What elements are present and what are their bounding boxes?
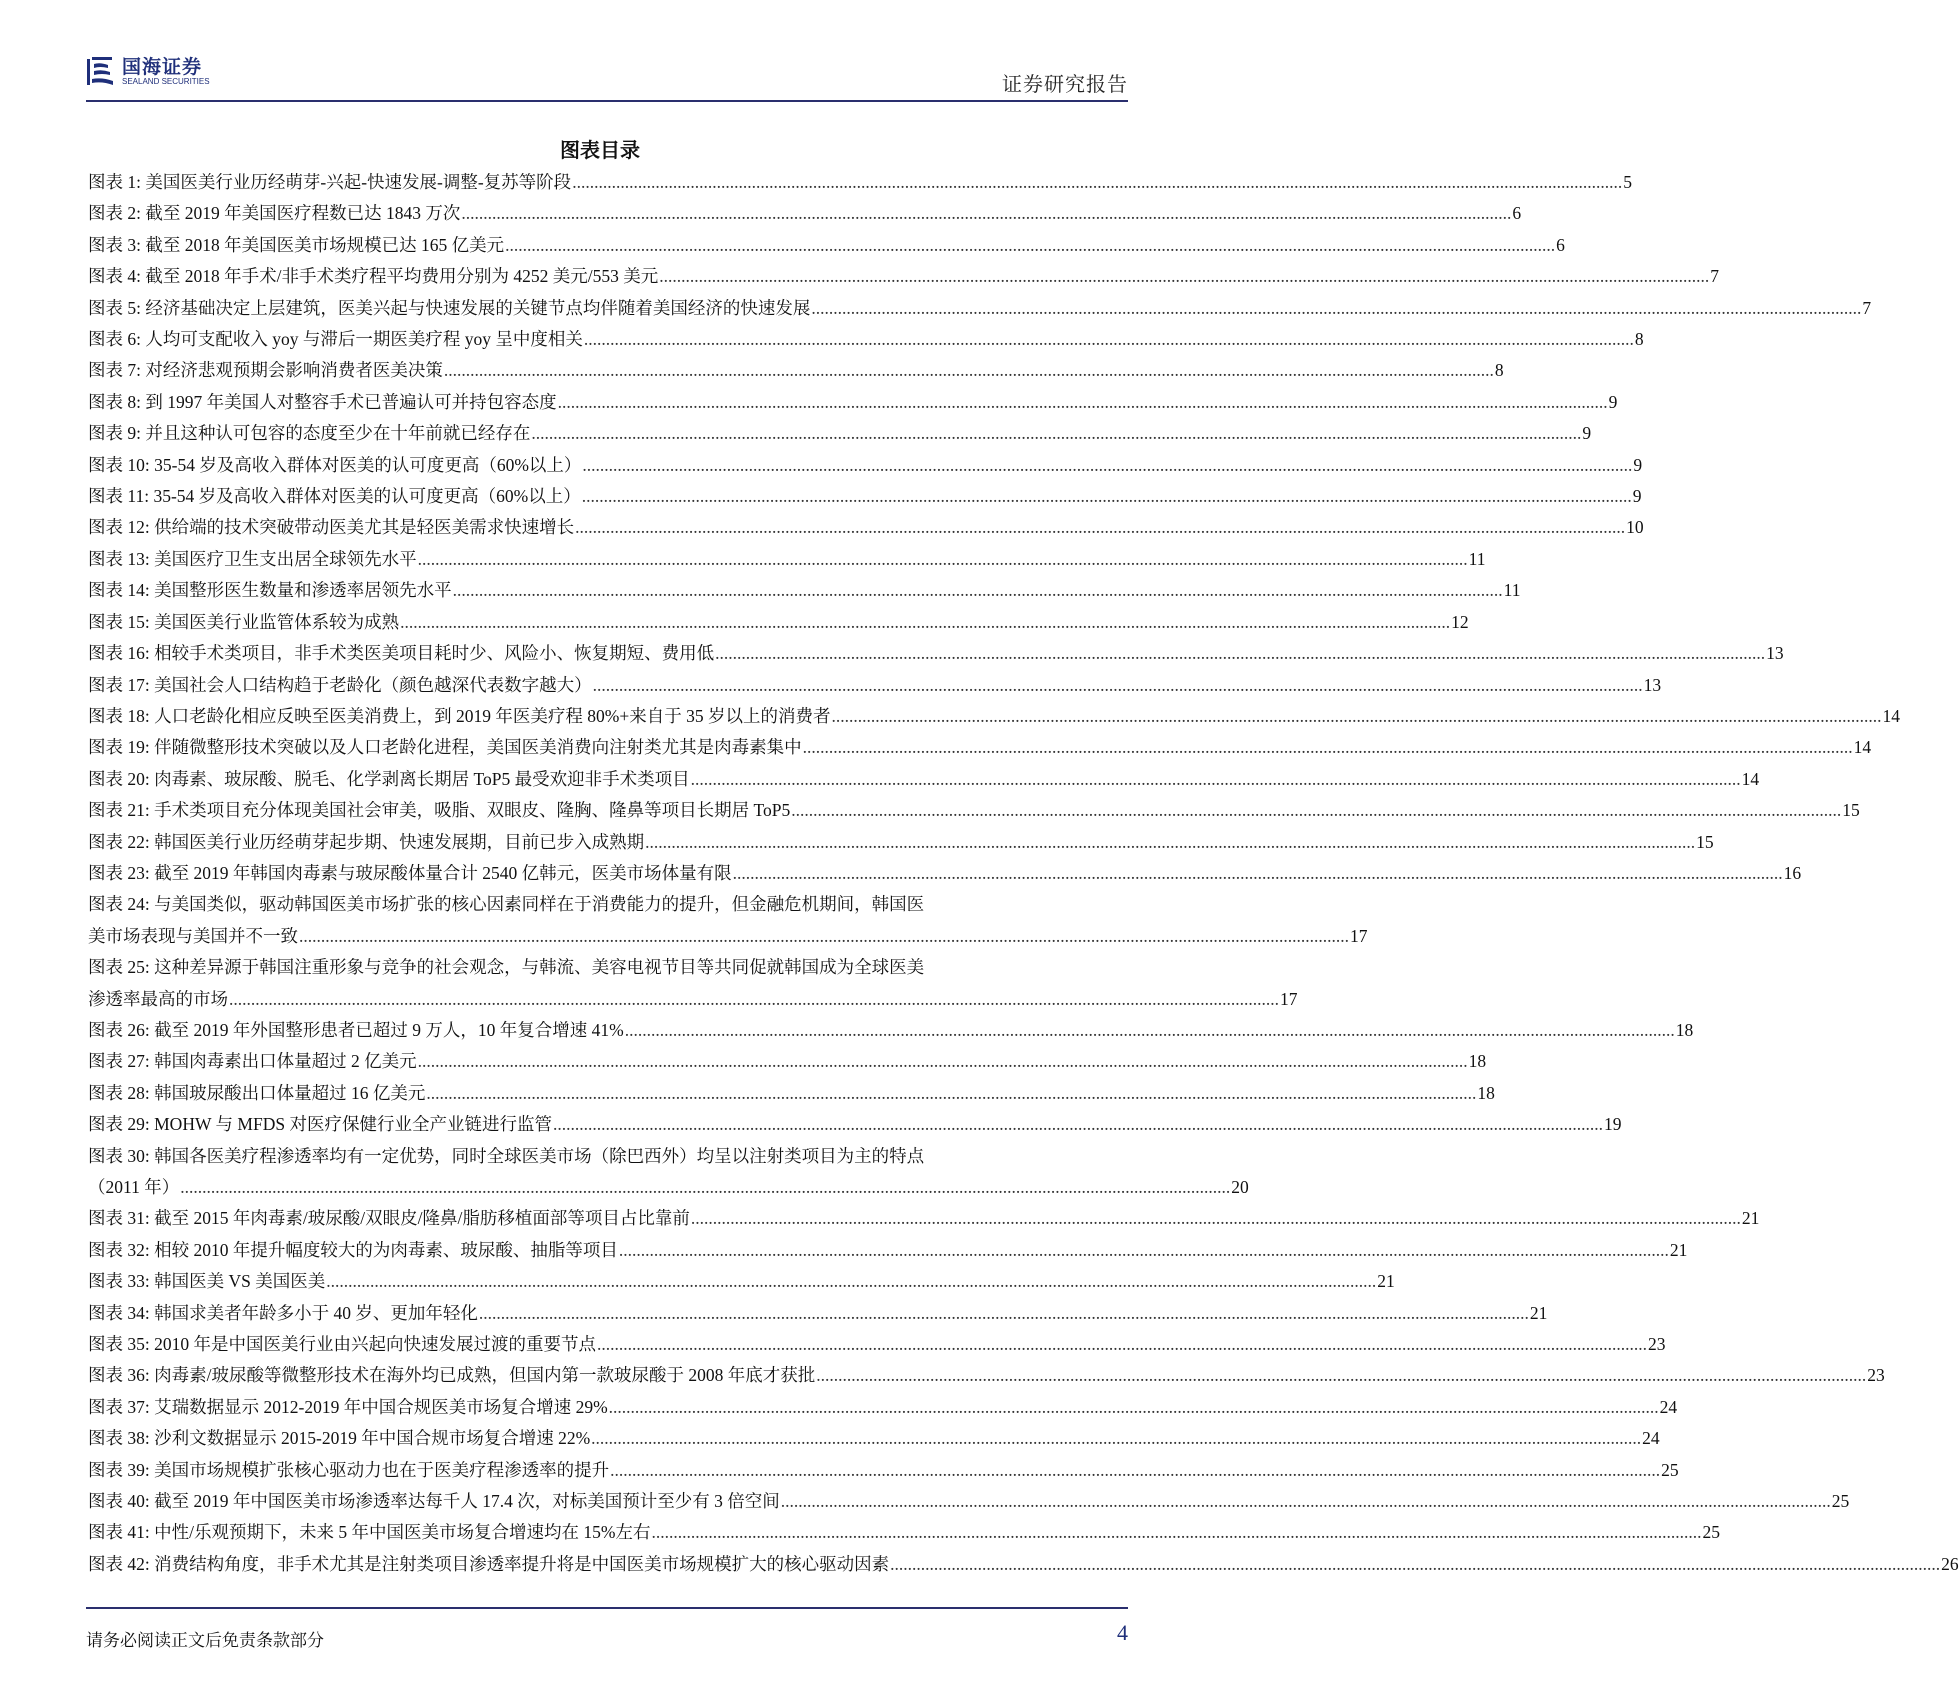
toc-entry-title: 伴随微整形技术突破以及人口老龄化进程，美国医美消费向注射类尤其是肉毒素集中 <box>154 737 802 758</box>
toc-entry-title: 截至 2018 年美国医美市场规模已达 165 亿美元 <box>145 234 505 255</box>
toc-entry-title: 与美国类似，驱动韩国医美市场扩张的核心因素同样在于消费能力的提升，但金融危机期间，韩国医 <box>154 894 925 915</box>
toc-entry-page: 17 <box>1280 988 1298 1009</box>
toc-entry-title: 沙利文数据显示 2015-2019 年中国合规市场复合增速 22% <box>154 1428 591 1449</box>
toc-entry-title: 艾瑞数据显示 2012-2019 年中国合规医美市场复合增速 29% <box>154 1396 608 1417</box>
dot-leader <box>553 1109 1603 1140</box>
toc-entry[interactable] <box>88 544 1486 575</box>
toc-entry-page: 12 <box>1451 611 1469 632</box>
toc-entry-page: 13 <box>1643 674 1662 695</box>
toc-entry-title: 韩国各医美疗程渗透率均有一定优势，同时全球医美市场（除巴西外）均呈以注射类项目为主的特点 <box>154 1145 925 1166</box>
toc-entry-label: 图表 3: <box>88 234 141 255</box>
toc-entry-title: 美国医疗卫生支出居全球领先水平 <box>154 548 417 569</box>
figure-table-of-contents <box>88 167 1959 1580</box>
toc-entry-label: 图表 22: <box>88 831 150 852</box>
toc-entry-label: 图表 6: <box>88 329 141 350</box>
toc-entry[interactable] <box>88 1203 1760 1234</box>
dot-leader <box>591 1423 1641 1454</box>
toc-entry-page: 14 <box>1882 705 1900 726</box>
toc-entry-title: 35-54 岁及高收入群体对医美的认可度更高（60%以上） <box>153 486 581 507</box>
toc-entry-page: 21 <box>1529 1302 1548 1323</box>
toc-entry[interactable] <box>88 607 1469 638</box>
toc-entry-title: 截至 2015 年肉毒素/玻尿酸/双眼皮/隆鼻/脂肪移植面部等项目占比靠前 <box>154 1208 690 1229</box>
toc-entry-page: 16 <box>1783 862 1802 883</box>
toc-entry[interactable] <box>88 198 1522 229</box>
toc-entry-title: 并且这种认可包容的态度至少在十年前就已经存在 <box>145 423 531 444</box>
toc-entry-label: 图表 31: <box>88 1208 150 1229</box>
toc-entry-label: 图表 40: <box>88 1491 150 1512</box>
dot-leader <box>691 764 1741 795</box>
toc-entry-label: 图表 21: <box>88 800 150 821</box>
toc-entry-title: 相较 2010 年提升幅度较大的为肉毒素、玻尿酸、抽脂等项目 <box>154 1239 618 1260</box>
toc-entry-label: 图表 5: <box>88 297 141 318</box>
toc-entry-page: 25 <box>1831 1491 1850 1512</box>
toc-entry[interactable] <box>88 293 1872 324</box>
toc-entry[interactable] <box>88 1046 1487 1077</box>
toc-entry-page: 23 <box>1867 1365 1885 1386</box>
dot-leader <box>531 418 1581 449</box>
toc-entry-title: 肉毒素/玻尿酸等微整形技术在海外均已成熟，但国内第一款玻尿酸于 2008 年底才获批 <box>154 1365 816 1386</box>
toc-entry-label: 图表 26: <box>88 1019 150 1040</box>
toc-entry-label: 图表 10: <box>88 454 150 475</box>
toc-entry-label: 图表 11: <box>88 486 150 507</box>
toc-entry[interactable] <box>88 1078 1495 1109</box>
toc-entry-label: 图表 15: <box>88 611 150 632</box>
dot-leader <box>400 607 1450 638</box>
toc-entry[interactable] <box>88 827 1714 858</box>
toc-entry[interactable] <box>88 1141 1249 1204</box>
toc-entry-title: 截至 2019 年外国整形患者已超过 9 万人，10 年复合增速 41% <box>154 1019 624 1040</box>
toc-entry-page: 14 <box>1853 737 1872 758</box>
toc-entry-page: 8 <box>1634 329 1644 350</box>
dot-leader <box>593 670 1643 701</box>
toc-entry[interactable] <box>88 1549 1959 1580</box>
dot-leader <box>691 1203 1741 1234</box>
toc-entry-label: 图表 39: <box>88 1459 150 1480</box>
toc-entry-title: 韩国玻尿酸出口体量超过 16 亿美元 <box>154 1082 426 1103</box>
toc-entry[interactable] <box>88 450 1643 481</box>
toc-entry-page: 15 <box>1842 800 1860 821</box>
dot-leader <box>811 293 1861 324</box>
toc-entry-label: 图表 16: <box>88 643 150 664</box>
toc-entry-label: 图表 25: <box>88 957 150 978</box>
dot-leader <box>418 1046 1468 1077</box>
toc-entry-page: 18 <box>1468 1051 1487 1072</box>
toc-entry-label: 图表 36: <box>88 1365 150 1386</box>
dot-leader <box>619 1235 1669 1266</box>
toc-entry[interactable] <box>88 324 1644 355</box>
toc-entry-page: 9 <box>1582 423 1592 444</box>
toc-entry[interactable] <box>88 481 1642 512</box>
toc-entry-label: 图表 4: <box>88 266 141 287</box>
toc-entry[interactable] <box>88 764 1760 795</box>
toc-entry-label: 图表 34: <box>88 1302 150 1323</box>
toc-entry[interactable] <box>88 575 1521 606</box>
toc-entry-label: 图表 17: <box>88 674 150 695</box>
toc-entry-page: 20 <box>1231 1177 1249 1197</box>
toc-entry-page: 15 <box>1696 831 1714 852</box>
dot-leader <box>816 1360 1866 1391</box>
dot-leader <box>831 701 1881 732</box>
dot-leader <box>625 1015 1675 1046</box>
brand-name-en: SEALAND SECURITIES <box>122 77 210 86</box>
dot-leader <box>453 575 1503 606</box>
toc-entry[interactable] <box>88 858 1802 889</box>
disclaimer-note: 请务必阅读正文后免责条款部分 <box>86 1631 324 1650</box>
toc-entry-label: 图表 23: <box>88 862 150 883</box>
toc-entry-title-continued: （2011 年） <box>88 1177 180 1197</box>
toc-entry-title: 韩国医美行业历经萌芽起步期、快速发展期，目前已步入成熟期 <box>154 831 645 852</box>
dot-leader <box>505 230 1555 261</box>
toc-entry-page: 9 <box>1633 454 1643 475</box>
toc-entry-title: 人口老龄化相应反映至医美消费上，到 2019 年医美疗程 80%+来自于 35 岁以上的消费者 <box>154 705 831 726</box>
toc-entry-label: 图表 33: <box>88 1271 150 1292</box>
toc-entry-label: 图表 14: <box>88 580 150 601</box>
toc-entry[interactable] <box>88 701 1900 732</box>
toc-entry-title-continued: 渗透率最高的市场 <box>88 988 228 1009</box>
toc-entry-label: 图表 13: <box>88 548 150 569</box>
toc-entry-title: 韩国医美 VS 美国医美 <box>154 1271 326 1292</box>
toc-entry-label: 图表 27: <box>88 1051 150 1072</box>
toc-entry-page: 26 <box>1941 1553 1959 1574</box>
toc-entry-title: 截至 2019 年中国医美市场渗透率达每千人 17.4 次，对标美国预计至少有 3 倍空间 <box>154 1491 780 1512</box>
header-divider <box>86 100 1128 102</box>
toc-entry-page: 18 <box>1675 1019 1694 1040</box>
toc-entry[interactable] <box>88 1455 1679 1486</box>
toc-entry[interactable] <box>88 638 1784 669</box>
toc-entry-label: 图表 28: <box>88 1082 150 1103</box>
dot-leader <box>890 1549 1940 1580</box>
dot-leader <box>781 1486 1831 1517</box>
toc-entry-page: 24 <box>1659 1396 1678 1417</box>
toc-entry-page: 25 <box>1702 1522 1720 1543</box>
toc-entry[interactable] <box>88 1015 1694 1046</box>
toc-entry-label: 图表 29: <box>88 1114 150 1135</box>
page-number: 4 <box>1117 1620 1128 1645</box>
toc-entry-title: 手术类项目充分体现美国社会审美，吸脂、双眼皮、隆胸、隆鼻等项目长期居 ToP5 <box>154 800 791 821</box>
toc-entry-title: 经济基础决定上层建筑，医美兴起与快速发展的关键节点均伴随着美国经济的快速发展 <box>145 297 811 318</box>
toc-entry-title: 中性/乐观预期下，未来 5 年中国医美市场复合增速均在 15%左右 <box>154 1522 651 1543</box>
toc-entry[interactable] <box>88 889 1368 952</box>
toc-entry-title: 韩国求美者年龄多小于 40 岁、更加年轻化 <box>154 1302 478 1323</box>
toc-entry[interactable] <box>88 1266 1395 1297</box>
toc-entry-title: 美国医美行业历经萌芽-兴起-快速发展-调整-复苏等阶段 <box>145 172 572 192</box>
dot-leader <box>584 324 1634 355</box>
dot-leader <box>229 984 1279 1015</box>
toc-entry[interactable] <box>88 355 1504 386</box>
toc-entry-label: 图表 24: <box>88 894 150 915</box>
toc-entry-page: 11 <box>1503 580 1521 601</box>
toc-entry-label: 图表 38: <box>88 1428 150 1449</box>
toc-title: 图表目录 <box>560 138 640 162</box>
toc-entry-page: 9 <box>1632 486 1642 507</box>
toc-entry-title: 肉毒素、玻尿酸、脱毛、化学剥离长期居 ToP5 最受欢迎非手术类项目 <box>154 768 690 789</box>
toc-entry-page: 21 <box>1669 1239 1688 1260</box>
brand-logo <box>86 56 210 88</box>
toc-entry[interactable] <box>88 261 1719 292</box>
toc-entry-page: 21 <box>1377 1271 1395 1292</box>
toc-entry[interactable] <box>88 167 1632 198</box>
toc-entry[interactable] <box>88 1517 1720 1548</box>
toc-entry-label: 图表 32: <box>88 1239 150 1260</box>
dot-leader <box>180 1172 1230 1203</box>
toc-entry-label: 图表 41: <box>88 1522 150 1543</box>
dot-leader <box>609 1392 1659 1423</box>
toc-entry-title: 韩国肉毒素出口体量超过 2 亿美元 <box>154 1051 417 1072</box>
toc-entry-page: 21 <box>1741 1208 1760 1229</box>
toc-entry-title: 截至 2019 年美国医疗程数已达 1843 万次 <box>145 203 461 224</box>
toc-entry-page: 23 <box>1648 1334 1666 1355</box>
toc-entry[interactable] <box>88 670 1662 701</box>
dot-leader <box>791 795 1841 826</box>
toc-entry-title: 消费结构角度，非手术尤其是注射类项目渗透率提升将是中国医美市场规模扩大的核心驱动因素 <box>154 1553 890 1574</box>
toc-entry[interactable] <box>88 732 1872 763</box>
toc-entry[interactable] <box>88 1392 1678 1423</box>
toc-entry-label: 图表 30: <box>88 1145 150 1166</box>
dot-leader <box>651 1517 1701 1548</box>
toc-entry[interactable] <box>88 387 1618 418</box>
brand-name-cn: 国海证券 <box>122 56 203 78</box>
toc-entry[interactable] <box>88 1235 1688 1266</box>
toc-entry-title: 到 1997 年美国人对整容手术已普遍认可并持包容态度 <box>145 391 557 412</box>
toc-entry-label: 图表 7: <box>88 360 141 381</box>
footer-divider <box>86 1607 1128 1609</box>
toc-entry-label: 图表 12: <box>88 517 150 538</box>
toc-entry-page: 6 <box>1512 203 1522 224</box>
dot-leader <box>444 355 1494 386</box>
toc-entry[interactable] <box>88 795 1860 826</box>
dot-leader <box>659 261 1709 292</box>
page-header <box>86 52 1128 100</box>
toc-entry[interactable] <box>88 1298 1548 1329</box>
toc-entry-label: 图表 42: <box>88 1553 150 1574</box>
toc-entry-label: 图表 9: <box>88 423 141 444</box>
toc-entry-title: 截至 2018 年手术/非手术类疗程平均费用分别为 4252 美元/553 美元 <box>145 266 659 287</box>
toc-entry-page: 24 <box>1642 1428 1660 1449</box>
toc-entry-page: 11 <box>1468 548 1486 569</box>
toc-entry-label: 图表 18: <box>88 705 150 726</box>
toc-entry-label: 图表 35: <box>88 1334 150 1355</box>
dot-leader <box>582 450 1632 481</box>
toc-entry-page: 14 <box>1741 768 1760 789</box>
toc-entry-page: 6 <box>1556 234 1565 255</box>
toc-entry-label: 图表 2: <box>88 203 141 224</box>
toc-entry-label: 图表 37: <box>88 1396 150 1417</box>
toc-entry[interactable] <box>88 1109 1622 1140</box>
dot-leader <box>645 827 1695 858</box>
toc-entry-title: 35-54 岁及高收入群体对医美的认可度更高（60%以上） <box>154 454 582 475</box>
toc-entry-title: 供给端的技术突破带动医美尤其是轻医美需求快速增长 <box>154 517 575 538</box>
dot-leader <box>610 1455 1660 1486</box>
toc-entry[interactable] <box>88 418 1592 449</box>
toc-entry[interactable] <box>88 512 1644 543</box>
dot-leader <box>582 481 1632 512</box>
toc-entry[interactable] <box>88 1360 1885 1391</box>
toc-entry-page: 7 <box>1862 297 1872 318</box>
toc-entry[interactable] <box>88 230 1565 261</box>
toc-entry-title: 美国整形医生数量和渗透率居领先水平 <box>154 580 452 601</box>
dot-leader <box>597 1329 1647 1360</box>
dot-leader <box>326 1266 1376 1297</box>
sealand-logo-icon <box>86 56 114 88</box>
dot-leader <box>803 732 1853 763</box>
toc-entry-page: 13 <box>1766 643 1784 664</box>
dot-leader <box>426 1078 1476 1109</box>
toc-entry-title: 美国医美行业监管体系较为成熟 <box>154 611 400 632</box>
toc-entry-label: 图表 8: <box>88 391 141 412</box>
dot-leader <box>418 544 1468 575</box>
dot-leader <box>575 512 1625 543</box>
toc-entry-page: 5 <box>1623 172 1632 192</box>
toc-entry-page: 7 <box>1710 266 1719 287</box>
toc-entry[interactable] <box>88 1423 1660 1454</box>
toc-entry-page: 18 <box>1477 1082 1495 1103</box>
dot-leader <box>733 858 1783 889</box>
toc-entry-page: 10 <box>1626 517 1644 538</box>
toc-entry-label: 图表 1: <box>88 172 141 192</box>
toc-entry-title: 截至 2019 年韩国肉毒素与玻尿酸体量合计 2540 亿韩元，医美市场体量有限 <box>154 862 732 883</box>
toc-entry-title: 人均可支配收入 yoy 与滞后一期医美疗程 yoy 呈中度相关 <box>145 329 583 350</box>
toc-entry-title: 2010 年是中国医美行业由兴起向快速发展过渡的重要节点 <box>154 1334 596 1355</box>
dot-leader <box>558 387 1608 418</box>
toc-entry[interactable] <box>88 1329 1666 1360</box>
toc-entry-page: 8 <box>1494 360 1504 381</box>
toc-entry-title: MOHW 与 MFDS 对医疗保健行业全产业链进行监管 <box>154 1114 552 1135</box>
dot-leader <box>299 921 1349 952</box>
toc-entry-title: 美国社会人口结构趋于老龄化（颜色越深代表数字越大） <box>154 674 592 695</box>
toc-entry-page: 19 <box>1603 1114 1622 1135</box>
toc-entry-title-continued: 美市场表现与美国并不一致 <box>88 925 298 946</box>
toc-entry-label: 图表 20: <box>88 768 150 789</box>
toc-entry-page: 17 <box>1350 925 1368 946</box>
toc-entry-title: 这种差异源于韩国注重形象与竞争的社会观念，与韩流、美容电视节目等共同促就韩国成为全球医美 <box>154 957 925 978</box>
toc-entry[interactable] <box>88 1486 1850 1517</box>
report-type: 证券研究报告 <box>1002 74 1128 96</box>
toc-entry-title: 美国市场规模扩张核心驱动力也在于医美疗程渗透率的提升 <box>154 1459 610 1480</box>
toc-entry[interactable] <box>88 952 1298 1015</box>
dot-leader <box>572 167 1622 198</box>
toc-entry-page: 25 <box>1661 1459 1679 1480</box>
toc-entry-page: 9 <box>1608 391 1618 412</box>
toc-entry-title: 相较手术类项目，非手术类医美项目耗时少、风险小、恢复期短、费用低 <box>154 643 715 664</box>
dot-leader <box>715 638 1765 669</box>
toc-entry-label: 图表 19: <box>88 737 150 758</box>
toc-entry-title: 对经济悲观预期会影响消费者医美决策 <box>145 360 443 381</box>
dot-leader <box>479 1298 1529 1329</box>
dot-leader <box>461 198 1511 229</box>
